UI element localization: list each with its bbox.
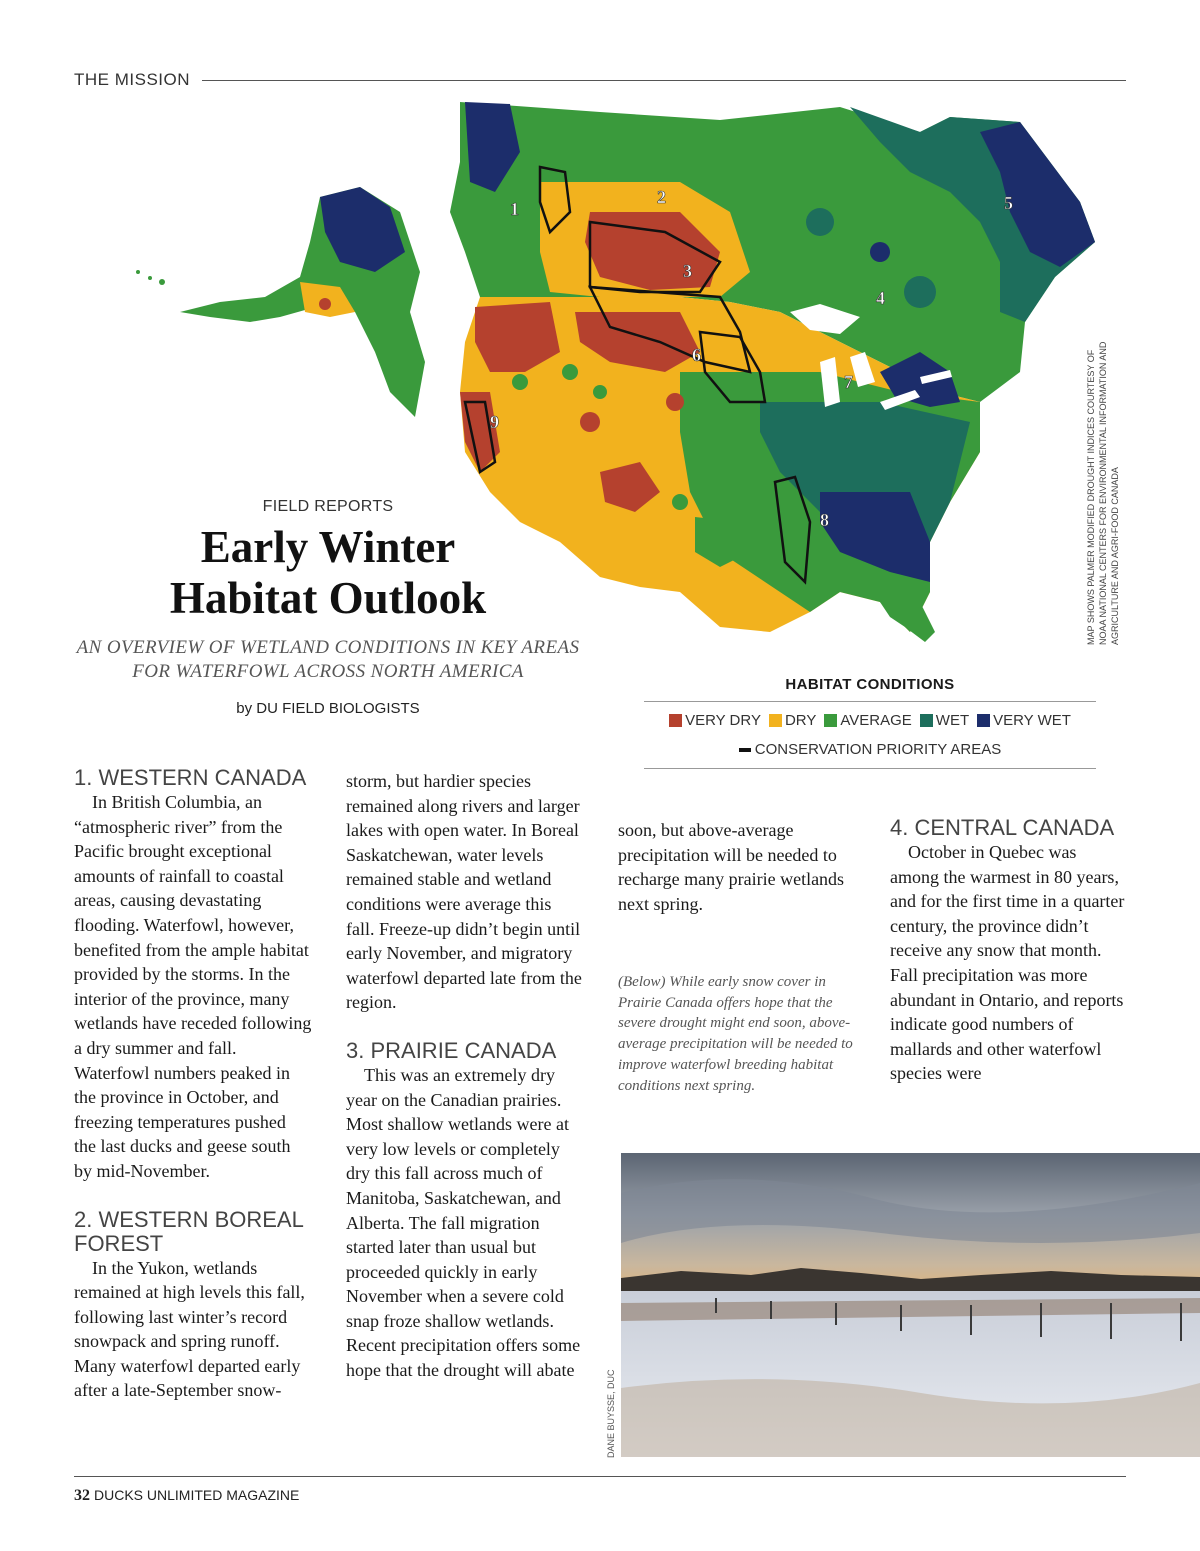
section-text-western-boreal-cont: storm, but hardier species remained along rivers and larger lakes with open water. In Boreal Saskatchewan, water levels remained stable and wetland conditions were average this fall. Freeze-up didn’t begin until early November, and migratory waterfowl departed late from the region. (346, 771, 582, 1013)
swatch-wet (920, 714, 933, 727)
region-number-9: 9 (490, 412, 499, 432)
legend-priority: CONSERVATION PRIORITY AREAS (644, 741, 1096, 758)
region-number-8: 8 (820, 510, 829, 530)
section-text-western-canada: In British Columbia, an “atmospheric river” from the Pacific brought exceptional amounts of rainfall to coastal areas, causing devastating flooding. Waterfowl, however, benefited from the ample habitat provided by the storms. In the interior of the province, many wetlands have receded following a dry summer and fall. Waterfowl numbers peaked in the province in October, and freezing temperatures pushed the last ducks and geese south by mid-November. (74, 792, 312, 1181)
legend-item-dry: DRY (769, 712, 816, 729)
section-heading-western-boreal: 2. WESTERN BOREAL FOREST (74, 1206, 304, 1256)
section-heading-western-canada: 1. WESTERN CANADA (74, 765, 307, 790)
legend-item-very-wet: VERY WET (977, 712, 1071, 729)
page-number: 32 (74, 1487, 90, 1504)
region-number-6: 6 (692, 345, 701, 365)
section-heading-prairie-canada: 3. PRAIRIE CANADA (346, 1037, 557, 1063)
publication-name: DUCKS UNLIMITED MAGAZINE (94, 1487, 300, 1503)
region-number-2: 2 (657, 187, 666, 207)
priority-line-swatch (739, 748, 751, 752)
region-number-4: 4 (876, 288, 885, 308)
column-1 (74, 766, 312, 1403)
photo-caption: (Below) While early snow cover in Prairie Canada offers hope that the severe drought might end soon, above-average precipitation will be needed to improve waterfowl breeding habitat conditions next spring. (618, 974, 853, 1094)
legend-divider-top (644, 701, 1096, 702)
swatch-very-wet (977, 714, 990, 727)
headline-line-2: Habitat Outlook (169, 573, 487, 623)
column-3 (618, 818, 858, 916)
section-text-central-canada: October in Quebec was among the warmest in 80 years, and for the first time in a quarter century, the province didn’t receive any snow that month. Fall precipitation was more abundant in Ontario, and reports indicate good numbers of mallards and other waterfowl species were (890, 842, 1125, 1084)
swatch-average (824, 714, 837, 727)
headline (100, 522, 556, 624)
footer-divider (74, 1476, 1126, 1477)
legend-item-average: AVERAGE (824, 712, 911, 729)
section-label: THE MISSION (74, 70, 191, 89)
column-2 (346, 769, 584, 1383)
map-credit: MAP SHOWS PALMER MODIFIED DROUGHT INDICES COURTESY OF NOAA NATIONAL CENTERS FOR ENVIRONMENTAL INFORMATION AND AGRICULTURE AND AGRI-FOOD CANADA (1086, 341, 1120, 645)
region-number-1: 1 (510, 199, 519, 219)
section-text-western-boreal: In the Yukon, wetlands remained at high levels this fall, following last winter’s record snowpack and spring runoff. Many waterfowl departed early after a late-September snow- (74, 1257, 305, 1401)
section-text-prairie-canada: This was an extremely dry year on the Canadian prairies. Most shallow wetlands were at very low levels or completely dry this fall across much of Manitoba, Saskatchewan, and Alberta. The fall migration started later than usual but proceeded quickly in early November when a severe cold snap froze shallow wetlands. Recent precipitation offers some hope that the drought will abate (346, 1064, 581, 1381)
region-number-3: 3 (683, 261, 692, 281)
region-number-7: 7 (844, 372, 853, 392)
byline: by DU FIELD BIOLOGISTS (236, 700, 420, 717)
section-heading-central-canada: 4. CENTRAL CANADA (890, 815, 1115, 840)
legend-item-wet: WET (920, 712, 969, 729)
region-number-5: 5 (1004, 193, 1013, 213)
legend (644, 712, 1096, 729)
swatch-dry (769, 714, 782, 727)
swatch-very-dry (669, 714, 682, 727)
kicker: FIELD REPORTS (262, 498, 394, 515)
legend-title: HABITAT CONDITIONS (785, 676, 955, 693)
legend-item-very-dry: VERY DRY (669, 712, 761, 729)
section-text-prairie-canada-cont: soon, but above-average precipitation will be needed to recharge many prairie wetlands next spring. (618, 820, 845, 914)
photo-credit: DANE BUYSSE, DUC (606, 1369, 616, 1458)
headline-line-1: Early Winter (200, 522, 456, 572)
subhead: AN OVERVIEW OF WETLAND CONDITIONS IN KEY AREAS FOR WATERFOWL ACROSS NORTH AMERICA (76, 637, 580, 682)
alaska-region (136, 187, 425, 417)
column-4 (890, 816, 1126, 1086)
footer (74, 1487, 299, 1505)
prairie-snow-photo (621, 1153, 1200, 1457)
legend-divider-bottom (644, 768, 1096, 769)
